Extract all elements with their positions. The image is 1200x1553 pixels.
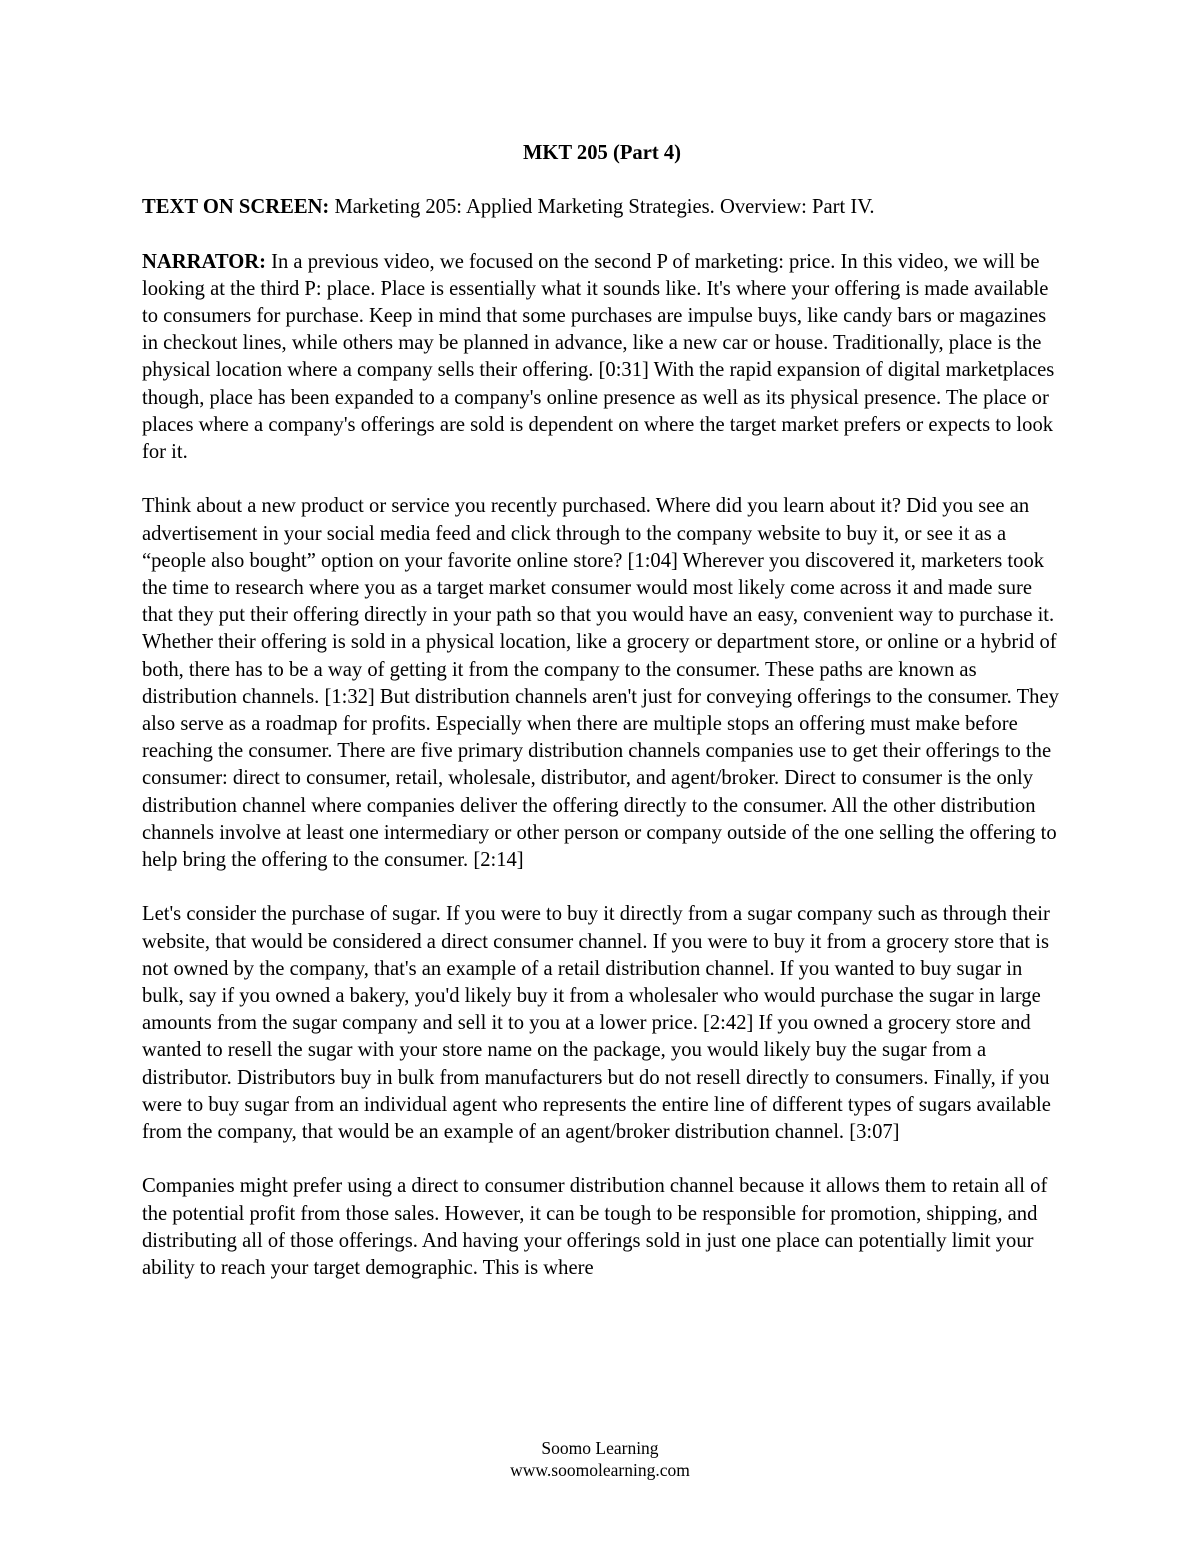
text-on-screen-paragraph — [142, 194, 1062, 221]
narrator-paragraph — [142, 249, 1062, 467]
body-paragraph-1: Think about a new product or service you recently purchased. Where did you learn about it? Did you see an advertisement in your social media feed and click through to the company website to buy it, or see it as a “people also bought” option on your favorite online store? [1:04] Wherever you discovered it, marketers took the time to research where you as a target market consumer would most likely come across it and made sure that they put their offering directly in your path so that you would have an easy, convenient way to purchase it. Whether their offering is sold in a physical location, like a grocery or department store, or online or a hybrid of both, there has to be a way of getting it from the company to the consumer. These paths are known as distribution channels. [1:32] But distribution channels aren't just for conveying offerings to the consumer. They also serve as a roadmap for profits. Especially when there are multiple stops an offering must make before reaching the consumer. There are five primary distribution channels companies use to get their offerings to the consumer: direct to consumer, retail, wholesale, distributor, and agent/broker. Direct to consumer is the only distribution channel where companies deliver the offering directly to the consumer. All the other distribution channels involve at least one intermediary or other person or company outside of the one selling the offering to help bring the offering to the consumer. [2:14] — [142, 495, 1059, 872]
footer-publisher: Soomo Learning — [541, 1438, 659, 1458]
body-paragraph-2: Let's consider the purchase of sugar. If you were to buy it directly from a sugar company such as through their website, that would be considered a direct consumer channel. If you were to buy it from a grocery store that is not owned by the company, that's an example of a retail distribution channel. If you wanted to buy sugar in bulk, say if you owned a bakery, you'd likely buy it from a wholesaler who would purchase the sugar in large amounts from the sugar company and sell it to you at a lower price. [2:42] If you owned a grocery store and wanted to resell the sugar with your store name on the package, you would likely buy the sugar from a distributor. Distributors buy in bulk from manufacturers but do not resell directly to consumers. Finally, if you were to buy sugar from an individual agent who represents the entire line of different types of sugars available from the company, that would be an example of an agent/broker distribution channel. [3:07] — [142, 903, 1051, 1144]
document-title: MKT 205 (Part 4) — [522, 142, 682, 164]
narrator-text: In a previous video, we focused on the second P of marketing: price. In this video, we will be looking at the third P: place. Place is essentially what it sounds like. It's where your offering is made available to consumers for purchase. Keep in mind that some purchases are impulse buys, like candy bars or magazines in checkout lines, while others may be planned in advance, like a new car or house. Traditionally, place is the physical location where a company sells their offering. [0:31] With the rapid expansion of digital marketplaces though, place has been expanded to a company's online presence as well as its physical presence. The place or places where a company's offerings are sold is dependent on where the target market prefers or expects to look for it. — [142, 250, 1055, 464]
page-footer — [0, 1437, 1200, 1481]
document-body — [142, 140, 1062, 1309]
narrator-label: NARRATOR: — [142, 250, 266, 273]
body-paragraph-3: Companies might prefer using a direct to consumer distribution channel because it allows them to retain all of the potential profit from those sales. However, it can be tough to be responsible for promotion, shipping, and distributing all of those offerings. And having your offerings sold in just one place can potentially limit your ability to reach your target demographic. This is where — [142, 1175, 1048, 1280]
text-on-screen-label: TEXT ON SCREEN: — [142, 196, 330, 219]
footer-website: www.soomolearning.com — [510, 1460, 690, 1480]
text-on-screen-text: Marketing 205: Applied Marketing Strategies. Overview: Part IV. — [334, 196, 875, 219]
